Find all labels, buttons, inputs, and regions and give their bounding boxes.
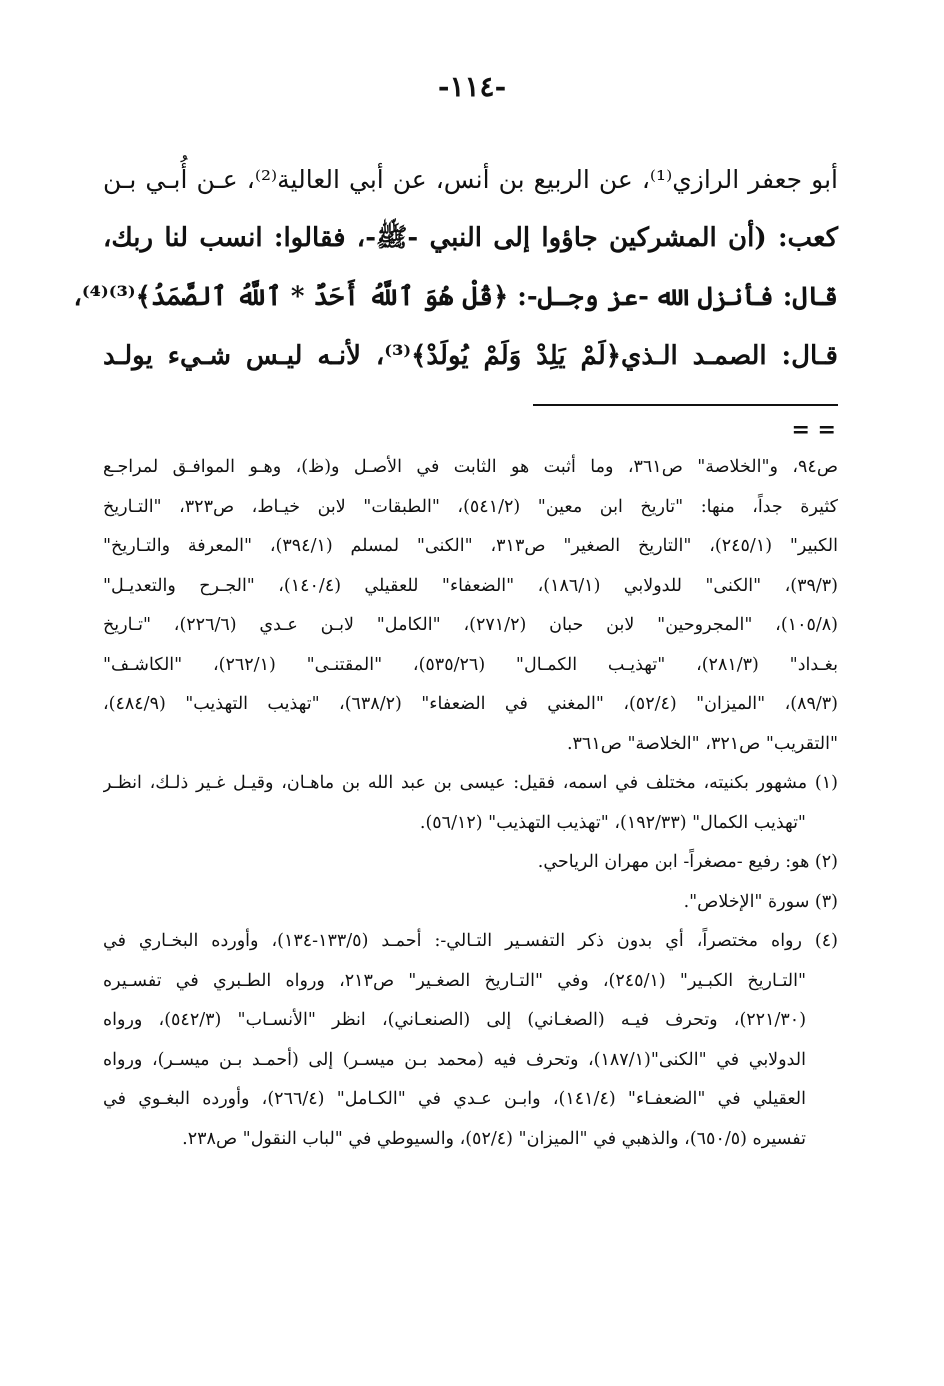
main-text	[73, 150, 838, 386]
footnote-line: (١) مشهور بكنيته، مختلف في اسمه، فقيل: عيسى بن عبد الله بن ماهـان، وقيـل غـير ذلـك، انظـر	[103, 773, 838, 793]
footnote-line: الدولابي في "الكنى"(١٨٧/١)، وتحرف فيه (محمد بـن ميسـر) إلى (أحمـد بـن ميسـر)، ورواه	[103, 1049, 806, 1070]
footnote-line: تفسيره (٦٥٠/٥)، والذهبي في "الميزان" (٥٢/٤)، والسيوطي في "لباب النقول" ص٢٣٨.	[182, 1128, 806, 1149]
footnote-4	[103, 922, 838, 1159]
main-text-line: أبو جعفر الرازي⁽¹⁾، عن الربيع بن أنس، عن أبي العالية⁽²⁾، عـن أُبـي بـن	[103, 165, 838, 194]
footnote-1	[103, 764, 838, 843]
footnote-line: الكبير" (٢٤٥/١)، "التاريخ الصغير" ص٣١٣، "الكنى" لمسلم (٣٩٤/١)، "المعرفة والتـاريخ"	[103, 536, 838, 556]
footnote-separator	[533, 404, 838, 406]
footnote-line: (٣) سورة "الإخلاص".	[683, 891, 838, 912]
footnote-carryover	[103, 448, 838, 764]
footnote-line: بغـداد" (٢٨١/٣)، "تهذيـب الكمـال" (٥٣٥/٢٦)، "المقتنـى" (٢٦٢/١)، "الكاشـف"	[103, 654, 838, 675]
main-text-line: قـال: الصمـد الـذي﴿لَمْ يَلِدْ وَلَمْ يُولَدْ﴾⁽³⁾، لأنـه ليـس شـيء يولـد	[103, 341, 838, 371]
continuation-mark: = =	[791, 417, 836, 443]
footnote-line: العقيلي في "الضعفـاء" (١٤١/٤)، وابـن عـدي في "الكـامل" (٢٦٦/٤)، وأورده البغـوي في	[103, 1089, 806, 1109]
footnote-line: "التـاريخ الكبـير" (٢٤٥/١)، وفي "التـاريخ الصغـير" ص٢١٣، ورواه الطـبري في تفسـيره	[103, 970, 806, 991]
page-number: -١١٤-	[437, 70, 507, 103]
footnote-3	[103, 883, 838, 923]
footnote-line: (٢٢١/٣٠)، وتحرف فيـه (الصغـاني) إلى (الصنعـاني)، انظر "الأنسـاب" (٥٤٢/٣)، ورواه	[103, 1010, 807, 1030]
footnote-line: "التقريب" ص٣٢١، "الخلاصة" ص٣٦١.	[566, 733, 838, 754]
footnote-line: كثيرة جداً، منها: "تاريخ ابن معين" (٥٤١/٢)، "الطبقات" لابن خيـاط، ص٣٢٣، "التـاريخ	[103, 496, 838, 517]
footnote-line: (٤) رواه مختصراً، أي بدون ذكر التفسـير التـالي-: أحمـد (١٣٣/٥-١٣٤)، وأورده البخـاري في	[103, 931, 838, 951]
footnote-2	[103, 843, 838, 883]
footnote-line: (١٠٥/٨)، "المجروحين" لابن حبان (٢٧١/٢)، "الكامل" لابـن عـدي (٢٢٦/٦)، "تـاريخ	[103, 615, 838, 635]
main-text-line: قال: فأنزل الله -عز وجـل-: ﴿قُلْ هُوَ ٱللَّهُ أَحَدٌ * ٱللَّهُ ٱلصَّمَدُ﴾⁽³⁾⁽⁴⁾،	[73, 282, 838, 312]
footnote-line: ص٩٤، و"الخلاصة" ص٣٦١، وما أثبت هو الثابت في الأصـل و(ظ)، وهـو الموافـق لمراجـع	[103, 457, 838, 477]
footnote-line: (٨٩/٣)، "الميزان" (٥٢/٤)، "المغني في الضعفاء" (٦٣٨/٢)، "تهذيب التهذيب" (٤٨٤/٩)،	[103, 694, 838, 714]
main-text-line: كعب: (أن المشركين جاؤوا إلى النبي -ﷺ-، فقالوا: انسب لنا ربك،	[103, 223, 838, 253]
footnotes	[103, 448, 838, 1159]
footnote-line: (٢) هو: رفيع -مصغراً- ابن مهران الرياحي.	[537, 852, 838, 872]
footnote-line: "تهذيب الكمال" (١٩٢/٣٣)، "تهذيب التهذيب" (٥٦/١٢).	[419, 812, 806, 833]
footnote-line: (٣٩/٣)، "الكنى" للدولابي (١٨٦/١)، "الضعفاء" للعقيلي (١٤٠/٤)، "الجـرح والتعديـل"	[103, 575, 838, 596]
